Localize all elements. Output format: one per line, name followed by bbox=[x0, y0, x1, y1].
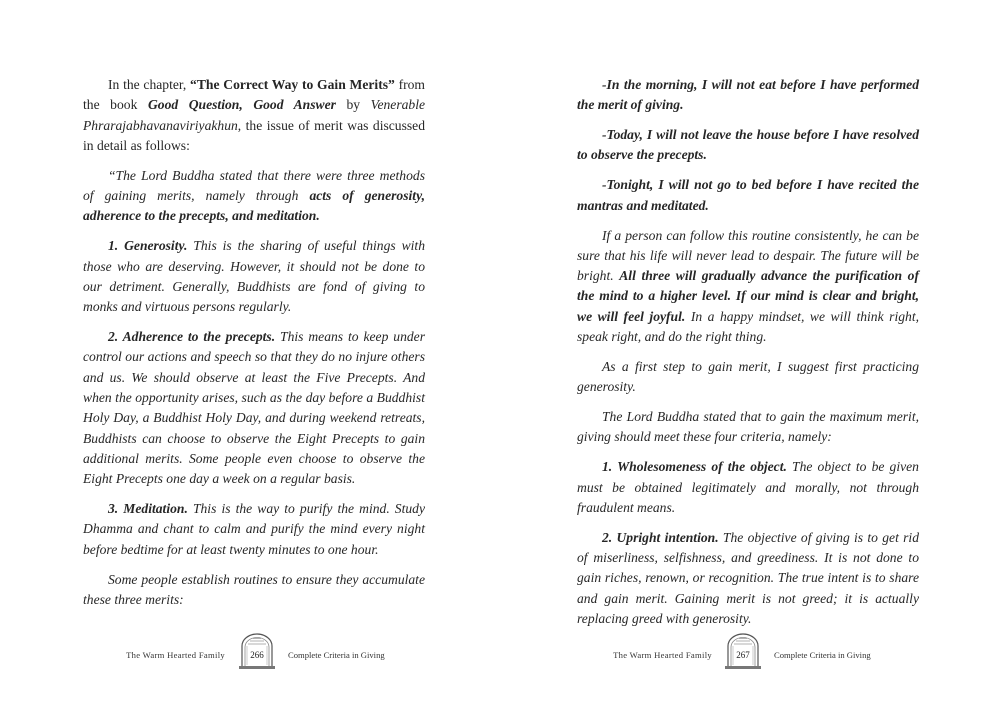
right-page-body bbox=[577, 75, 919, 639]
paragraph-precepts: 2. Adherence to the precepts. This means to keep under control our actions and speech so that they do no injure others and us. We should observe at least the Five Precepts. And when the opportunity arises, such as the day before a Buddhist Holy Day, a Buddhist Holy Day, and during weekend retreats, Buddhists can choose to observe the Eight Precepts to gain additional merits. Some people even choose to observe the Eight Precepts one day a week on a regular basis. bbox=[83, 329, 425, 487]
paragraph-routines: Some people establish routines to ensure they accumulate these three merits: bbox=[83, 571, 425, 607]
routine-tonight: -Tonight, I will not go to bed before I have recited the mantras and meditated. bbox=[577, 177, 919, 213]
routine-today: -Today, I will not leave the house before I have resolved to observe the precepts. bbox=[577, 127, 919, 163]
paragraph-wholesomeness: 1. Wholesomeness of the object. The object to be given must be obtained legitimately and morally, not through fraudulent means. bbox=[577, 459, 919, 515]
page-number-emblem-icon bbox=[723, 632, 763, 670]
paragraph-first-step: As a first step to gain merit, I suggest first practicing generosity. bbox=[577, 358, 919, 395]
paragraph-meditation: 3. Meditation. This is the way to purify the mind. Study Dhamma and chant to calm and purify the mind every night before bedtime for at least twenty minutes to one hour. bbox=[83, 501, 425, 557]
paragraph-intro: In the chapter, “The Correct Way to Gain Merits” from the book Good Question, Good Answer by Venerable Phrarajabhavanaviriyakhun, the issue of merit was discussed in detail as follows: bbox=[83, 77, 426, 153]
paragraph-upright-intention: 2. Upright intention. The objective of giving is to get rid of miserliness, selfishness, and greediness. It is not done to gain riches, renown, or recognition. The true intent is to share and gain merit. Gaining merit is not greed; it is actually replacing greed with generosity. bbox=[577, 529, 919, 626]
left-page-body bbox=[83, 75, 425, 620]
right-page-footer bbox=[500, 630, 1000, 670]
right-page bbox=[500, 0, 1000, 707]
paragraph-consistency: If a person can follow this routine consistently, he can be sure that his life will never lead to despair. The future will be bright. All three will gradually advance the purification of the mind to a higher level. If our mind is clear and bright, we will feel joyful. In a happy mindset, we will think right, speak right, and do the right thing. bbox=[577, 227, 919, 345]
paragraph-generosity: 1. Generosity. This is the sharing of useful things with those who are deserving. However, it should not be done to our detriment. Generally, Buddhists are fond of giving to monks and virtuous persons regularly. bbox=[83, 238, 425, 315]
paragraph-quote: “The Lord Buddha stated that there were three methods of gaining merits, namely through acts of generosity, adherence to the precepts, and meditation. bbox=[83, 167, 425, 224]
paragraph-criteria: The Lord Buddha stated that to gain the maximum merit, giving should meet these four criteria, namely: bbox=[577, 409, 919, 445]
page-number-emblem-icon bbox=[237, 632, 277, 670]
footer-chapter-title: Complete Criteria in Giving bbox=[774, 650, 871, 660]
left-page-footer bbox=[0, 630, 500, 670]
page-number: 267 bbox=[736, 650, 750, 660]
footer-book-title: The Warm Hearted Family bbox=[126, 650, 225, 660]
footer-book-title: The Warm Hearted Family bbox=[613, 650, 712, 660]
footer-chapter-title: Complete Criteria in Giving bbox=[288, 650, 385, 660]
routine-morning: -In the morning, I will not eat before I have performed the merit of giving. bbox=[577, 77, 919, 113]
page-number: 266 bbox=[250, 650, 264, 660]
